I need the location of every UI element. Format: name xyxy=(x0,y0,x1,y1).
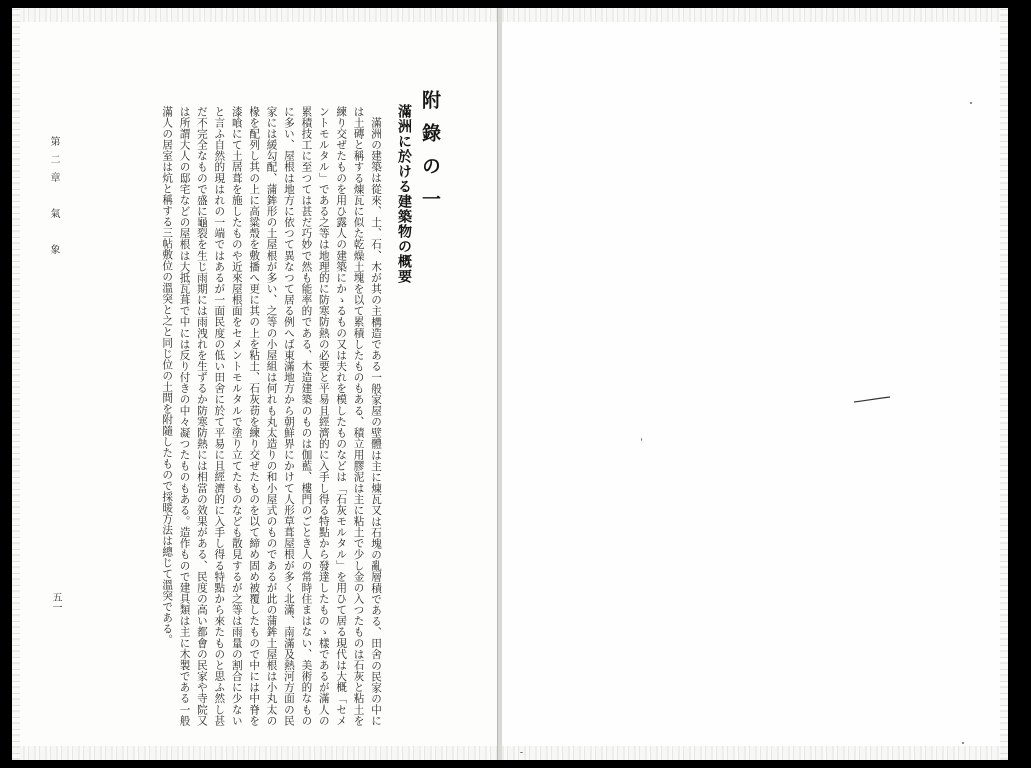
page-edge-bottom xyxy=(12,746,498,760)
stray-pen-mark xyxy=(853,396,891,404)
dust-speck xyxy=(520,752,523,753)
page-number: 五一 xyxy=(50,592,61,612)
left-page xyxy=(12,8,498,760)
page-edge-left xyxy=(12,8,20,760)
page-edge-top xyxy=(12,8,498,22)
right-page-blank xyxy=(502,8,1008,760)
dust-speck xyxy=(970,102,972,104)
dust-speck xyxy=(962,742,964,744)
page-edge-bottom xyxy=(502,746,1008,760)
body-paragraph: 滿洲の建築は從來、土、石、木が其の主構造である一般家屋の壁體は主に煉瓦又は石塊の亂層積である、田舍の民家の中には土磚と稱する煉瓦に似た乾燥土塊を以て累積したものもある、積立用膠泥は主に粘土で少し金の入つたものは石灰と粘土を練り交ぜたものを用ひ露人の建築にかゝるもの又は夫れを模したものなどは「石灰モルタル」を用ひて居る現代は大概「セメントモルタル」である之等は地理的に防寒防熱の必要と平易且經濟的に入手し得る特點から發達したものゝ樣であるが滿人の累積技工に至つては甚だ巧妙で然も能率的である、木造建築のものは伽藍、樓門のごとき人の常時住まはない、美術的なものに多い、屋根は地方に依つて異なつて居る例へば東滿地方から朝鮮界にかけて人形草葺屋根が多く北滿、南滿及熱河方面の民家には緩勾配、蒲鉾形の土屋根が多い、之等の小屋組は何れも丸太造りの和小屋式のものであるが此の蒲鉾土屋根は小丸太の椽を配列し其の上に高粱殼を敷播へ更に其の上を粘土、石灰苆を練り交ぜたものを以て締め固め被覆したもので中には中脊を漆喰にて土居葺を施したものや近來屋根面をセメントモルタルで塗り立てたものなども散見するが之等は雨量の割合に少ないと言ふ自然的現はれの一端ではあるが一面民度の低い田舍に於て平易に且經濟的に入手し得る特點から來たものと思ふ然し甚だ不完全なもので盛に龜裂を生じ雨期には雨洩れを生ずるか防寒防熱には相當の效果がある、民度の高い都會の民家や寺院又は所謂大人の邸宅などの屋根は大抵瓦葺で中には反り付きの中々凝つたものもある。造作もので建具類は主に木製である一般滿人の居室は炕と稱する三帖敷位の溫突と之と同じ位の土間を附隨したもので採暖方法は總じて溫突である。 xyxy=(161,106,382,726)
appendix-title: 附錄の一 xyxy=(419,90,441,222)
page-edge-right xyxy=(1000,8,1008,760)
dust-speck xyxy=(641,438,642,441)
page-edge-top xyxy=(502,8,1008,22)
body-text xyxy=(68,106,384,726)
running-head: 第二章 氣 象 xyxy=(48,136,59,262)
section-title: 滿洲に於ける建築物の概要 xyxy=(396,104,412,284)
